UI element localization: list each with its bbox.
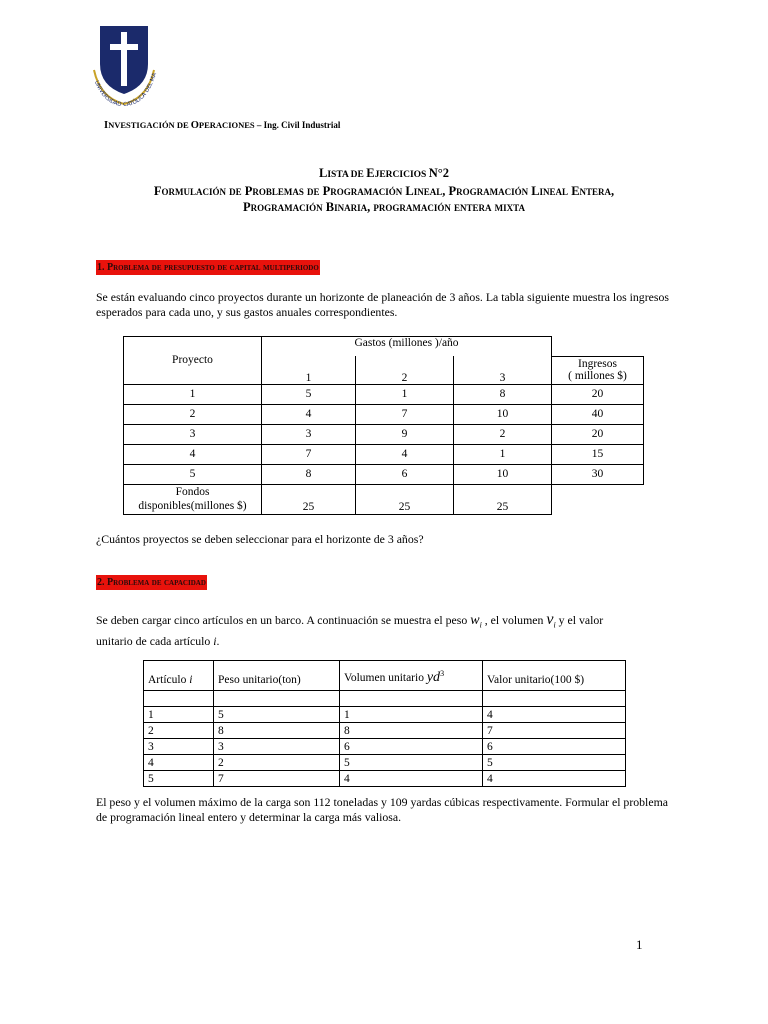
table-row: 2 8 8 7: [144, 723, 626, 739]
section-2-intro: Se deben cargar cinco artículos en un barco. A continuación se muestra el peso $w_i$ , el volumen $v_i$ y el valor unitario de cada artículo i.: [96, 611, 604, 649]
table-row: 1 5 1 8 20: [124, 384, 644, 404]
title-line-1: LISTA DE EJERCICIOS N°2: [319, 166, 449, 180]
section-1-heading: 1. Problema de presupuesto de capital multiperiodo: [97, 262, 319, 273]
header-valor: Valor unitario(100 $): [483, 661, 626, 691]
header-peso: Peso unitario(ton): [214, 661, 340, 691]
section-1-question: ¿Cuántos proyectos se deben seleccionar para el horizonte de 3 años?: [96, 532, 424, 546]
header-year-2: 2: [356, 356, 454, 384]
table-row: 3 3 6 6: [144, 739, 626, 755]
table-row: 5 7 4 4: [144, 771, 626, 787]
header-gastos: Gastos (millones )/año: [262, 337, 552, 357]
section-2-heading: 2. Problema de capacidad: [97, 577, 206, 588]
document-title: [0, 165, 768, 215]
course-header: INVESTIGACIÓN DE OPERACIONES – Ing. Civil Industrial: [104, 120, 341, 131]
header-ingresos: Ingresos ( millones $): [552, 356, 644, 384]
table-row: 2 4 7 10 40: [124, 404, 644, 424]
title-line-2: Formulación de Problemas de Programación Lineal, Programación Lineal Entera,: [153, 184, 615, 198]
svg-text:UNIVERSIDAD CATÓLICA DEL MAULE: UNIVERSIDAD CATÓLICA DEL MA: [92, 72, 159, 108]
title-line-3: Programación Binaria, programación entera mixta: [243, 200, 525, 214]
header-proyecto: Proyecto: [124, 337, 262, 385]
table-row: 1 5 1 4: [144, 707, 626, 723]
fondos-row: Fondos disponibles(millones $) 25 25 25: [124, 484, 644, 514]
v-symbol: v: [546, 611, 554, 628]
page-number: 1: [636, 937, 643, 952]
projects-table: [123, 336, 644, 515]
w-symbol: w: [470, 613, 480, 628]
table-row: 3 3 9 2 20: [124, 424, 644, 444]
table-row: 5 8 6 10 30: [124, 464, 644, 484]
header-year-1: 1: [262, 356, 356, 384]
section-1-intro: Se están evaluando cinco proyectos durante un horizonte de planeación de 3 años. La tabla siguiente muestra los ingresos esperados para cada uno, y sus gastos anuales correspondientes.: [96, 290, 669, 319]
header-articulo: Artículo i: [144, 661, 214, 691]
table-header-row: [144, 661, 626, 691]
table-row: 4 2 5 5: [144, 755, 626, 771]
articles-table: [143, 660, 626, 787]
university-logo: [86, 24, 162, 108]
table-row: 4 7 4 1 15: [124, 444, 644, 464]
header-year-3: 3: [454, 356, 552, 384]
section-2-closing: El peso y el volumen máximo de la carga son 112 toneladas y 109 yardas cúbicas respectivamente. Formular el problema de programación lineal entero y determinar la carga más valiosa.: [96, 795, 668, 824]
header-volumen: Volumen unitario $yd^3$: [340, 661, 483, 691]
